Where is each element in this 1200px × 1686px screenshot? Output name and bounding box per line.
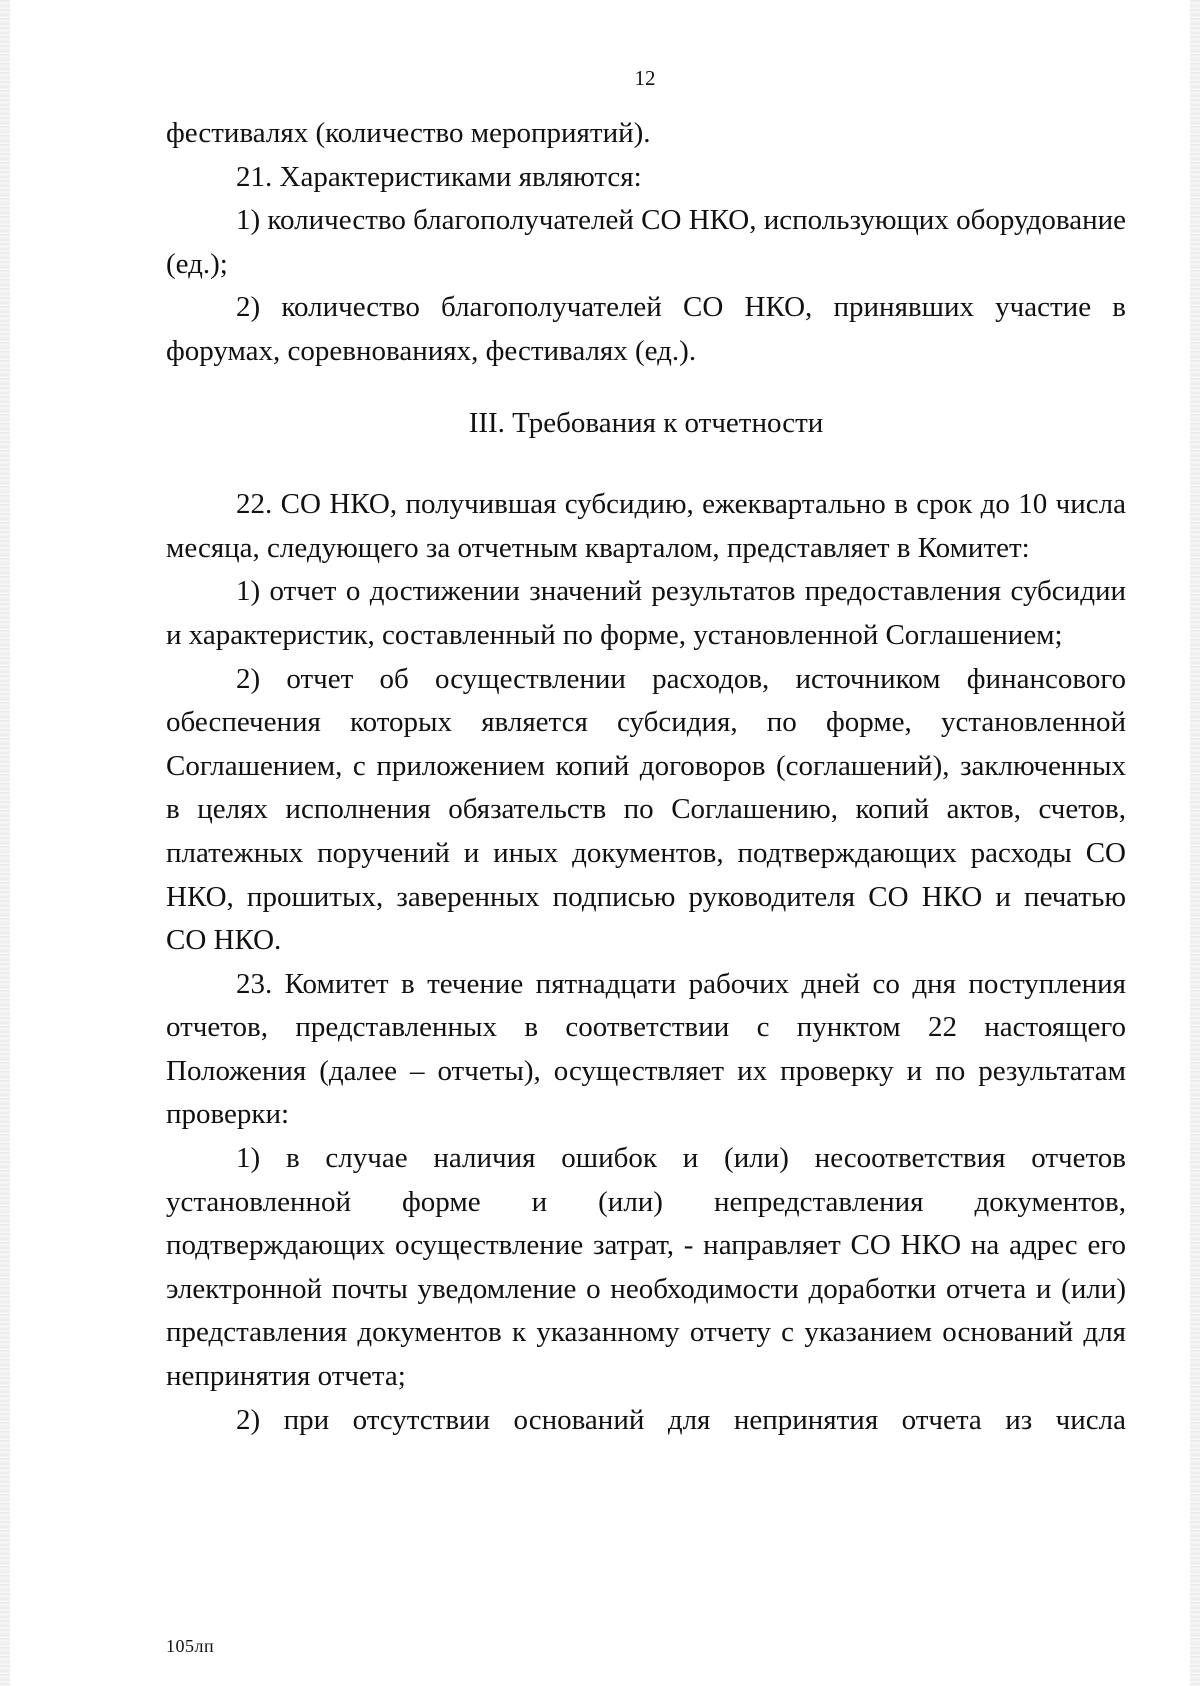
paragraph: фестивалях (количество мероприятий). xyxy=(166,117,651,149)
page-number: 12 xyxy=(634,66,656,90)
paragraph: 1) количество благополучателей СО НКО, использующих оборудование (ед.); xyxy=(166,204,1126,280)
paragraph-group-bottom xyxy=(166,483,1126,1442)
paragraph: 1) отчет о достижении значений результатов предоставления субсидии и характеристик, составленный по форме, установленной Соглашением; xyxy=(166,575,1126,651)
footer-document-code: 105лп xyxy=(166,1636,215,1656)
paragraph: 22. СО НКО, получившая субсидию, ежеквартально в срок до 10 числа месяца, следующего за отчетным кварталом, представляет в Комитет: xyxy=(166,488,1126,564)
paragraph: 23. Комитет в течение пятнадцати рабочих дней со дня поступления отчетов, представленных в соответствии с пунктом 22 настоящего Положения (далее – отчеты), осуществляет их проверку и по результатам проверки: xyxy=(166,967,1126,1131)
paragraph: 1) в случае наличия ошибок и (или) несоответствия отчетов установленной форме и (или) непредставления документов, подтверждающих осуществление затрат, - направляет СО НКО на адрес его электронной почты уведомление о необходимости доработки отчета и (или) представления документов к указанному отчету с указанием оснований для непринятия отчета; xyxy=(166,1142,1126,1393)
section-heading: III. Требования к отчетности xyxy=(468,406,824,439)
spacer xyxy=(166,374,1126,402)
scan-edge-right xyxy=(1190,0,1200,1686)
document-body xyxy=(166,112,1126,1442)
paragraph: 2) отчет об осуществлении расходов, источником финансового обеспечения которых является субсидия, по форме, установленной Соглашением, с приложением копий договоров (соглашений), заключенных в целях исполнения обязательств по Соглашению, копий актов, счетов, платежных поручений и иных документов, подтверждающих расходы СО НКО, прошитых, заверенных подписью руководителя СО НКО и печатью СО НКО. xyxy=(166,662,1126,957)
spacer xyxy=(166,445,1126,483)
paragraph: 2) количество благополучателей СО НКО, принявших участие в форумах, соревнованиях, фестивалях (ед.). xyxy=(166,291,1126,367)
paragraph: 21. Характеристиками являются: xyxy=(236,160,642,193)
scan-edge-left xyxy=(0,0,10,1686)
paragraph: 2) при отсутствии оснований для непринятия отчета из числа xyxy=(236,1403,1126,1436)
paragraph-group-top xyxy=(166,112,1126,374)
